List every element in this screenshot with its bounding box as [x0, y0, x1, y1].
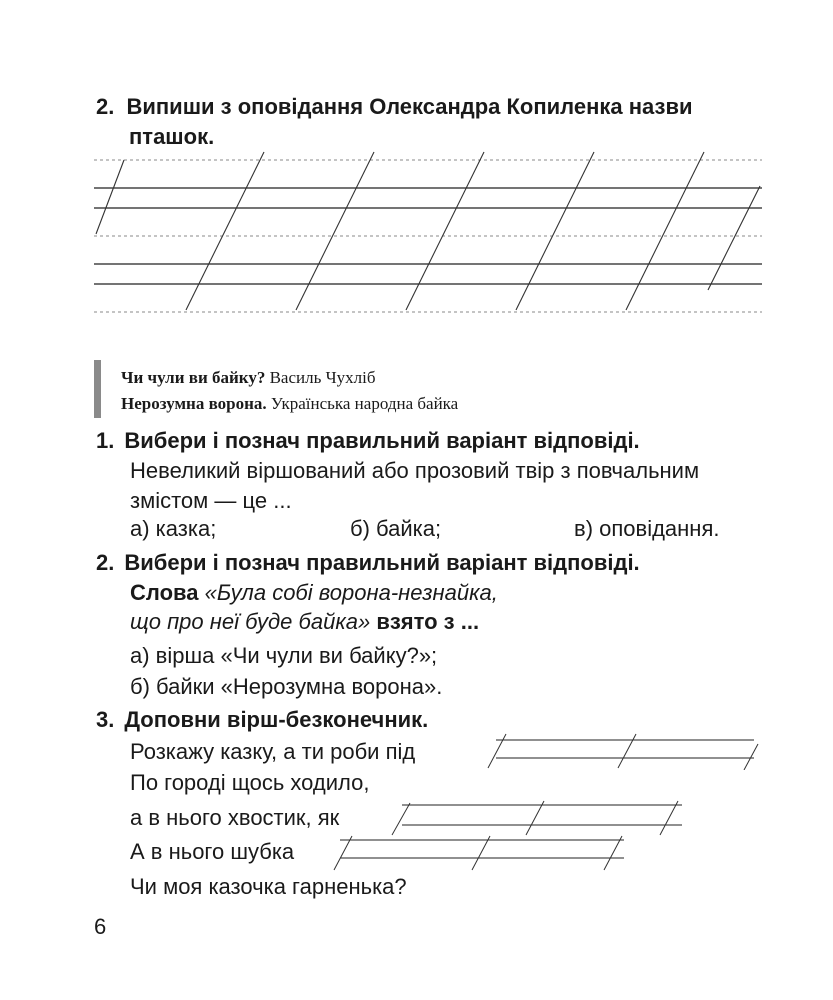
poem-line: Чи моя казочка гарненька?	[130, 874, 407, 899]
poem-line: а в нього хвостик, як	[130, 805, 340, 830]
option-a[interactable]: а) вірша «Чи чули ви байку?»;	[130, 643, 438, 668]
task-number: 2.	[96, 94, 115, 119]
task-text: Невеликий віршований або прозовий твір з повчальним	[130, 458, 700, 483]
task-2	[96, 548, 640, 578]
reading-list	[121, 365, 458, 417]
quote-line	[130, 578, 498, 608]
reading-title: Чи чули ви байку?	[121, 368, 266, 387]
quote-line	[130, 607, 479, 637]
task-instruction: Вибери і познач правильний варіант відповіді.	[124, 428, 640, 453]
option-b[interactable]: б) байки «Нерозумна ворона».	[130, 674, 443, 699]
task-instruction: Випиши з оповідання Олександра Копиленка назви	[126, 94, 693, 119]
quote-text: «Була собі ворона-незнайка,	[204, 580, 498, 605]
writing-lines[interactable]	[94, 150, 764, 320]
task-1	[96, 426, 796, 456]
option-b[interactable]: б) байка;	[350, 516, 442, 541]
task-instruction: Вибери і познач правильний варіант відповіді.	[124, 550, 640, 575]
task-instruction-cont: пташок.	[129, 124, 215, 149]
task-text: змістом — це ...	[130, 488, 292, 513]
answer-field-1[interactable]	[480, 730, 760, 770]
task-number: 1.	[96, 428, 115, 453]
task-top	[96, 92, 776, 122]
task-number: 2.	[96, 550, 115, 575]
answer-field-2[interactable]	[388, 797, 688, 837]
reading-author: Українська народна байка	[270, 394, 459, 413]
page-number: 6	[94, 914, 107, 939]
task-instruction: Доповни вірш-безконечник.	[124, 707, 429, 732]
taken-from: взято з ...	[376, 609, 480, 634]
reading-item	[121, 365, 458, 391]
quote-text: що про неї буде байка»	[130, 609, 371, 634]
option-c[interactable]: в) оповідання.	[574, 516, 720, 541]
poem-line: Розкажу казку, а ти роби під	[130, 739, 416, 764]
reading-author: Василь Чухліб	[269, 368, 376, 387]
words-label: Слова	[130, 580, 199, 605]
task-number: 3.	[96, 707, 115, 732]
poem-line: А в нього шубка	[130, 839, 295, 864]
reading-title: Нерозумна ворона.	[121, 394, 267, 413]
reading-bar	[94, 360, 101, 418]
answer-field-3[interactable]	[326, 832, 626, 872]
poem-line: По городі щось ходило,	[130, 770, 370, 795]
task-3	[96, 705, 428, 735]
option-a[interactable]: а) казка;	[130, 516, 217, 541]
reading-item	[121, 391, 458, 417]
